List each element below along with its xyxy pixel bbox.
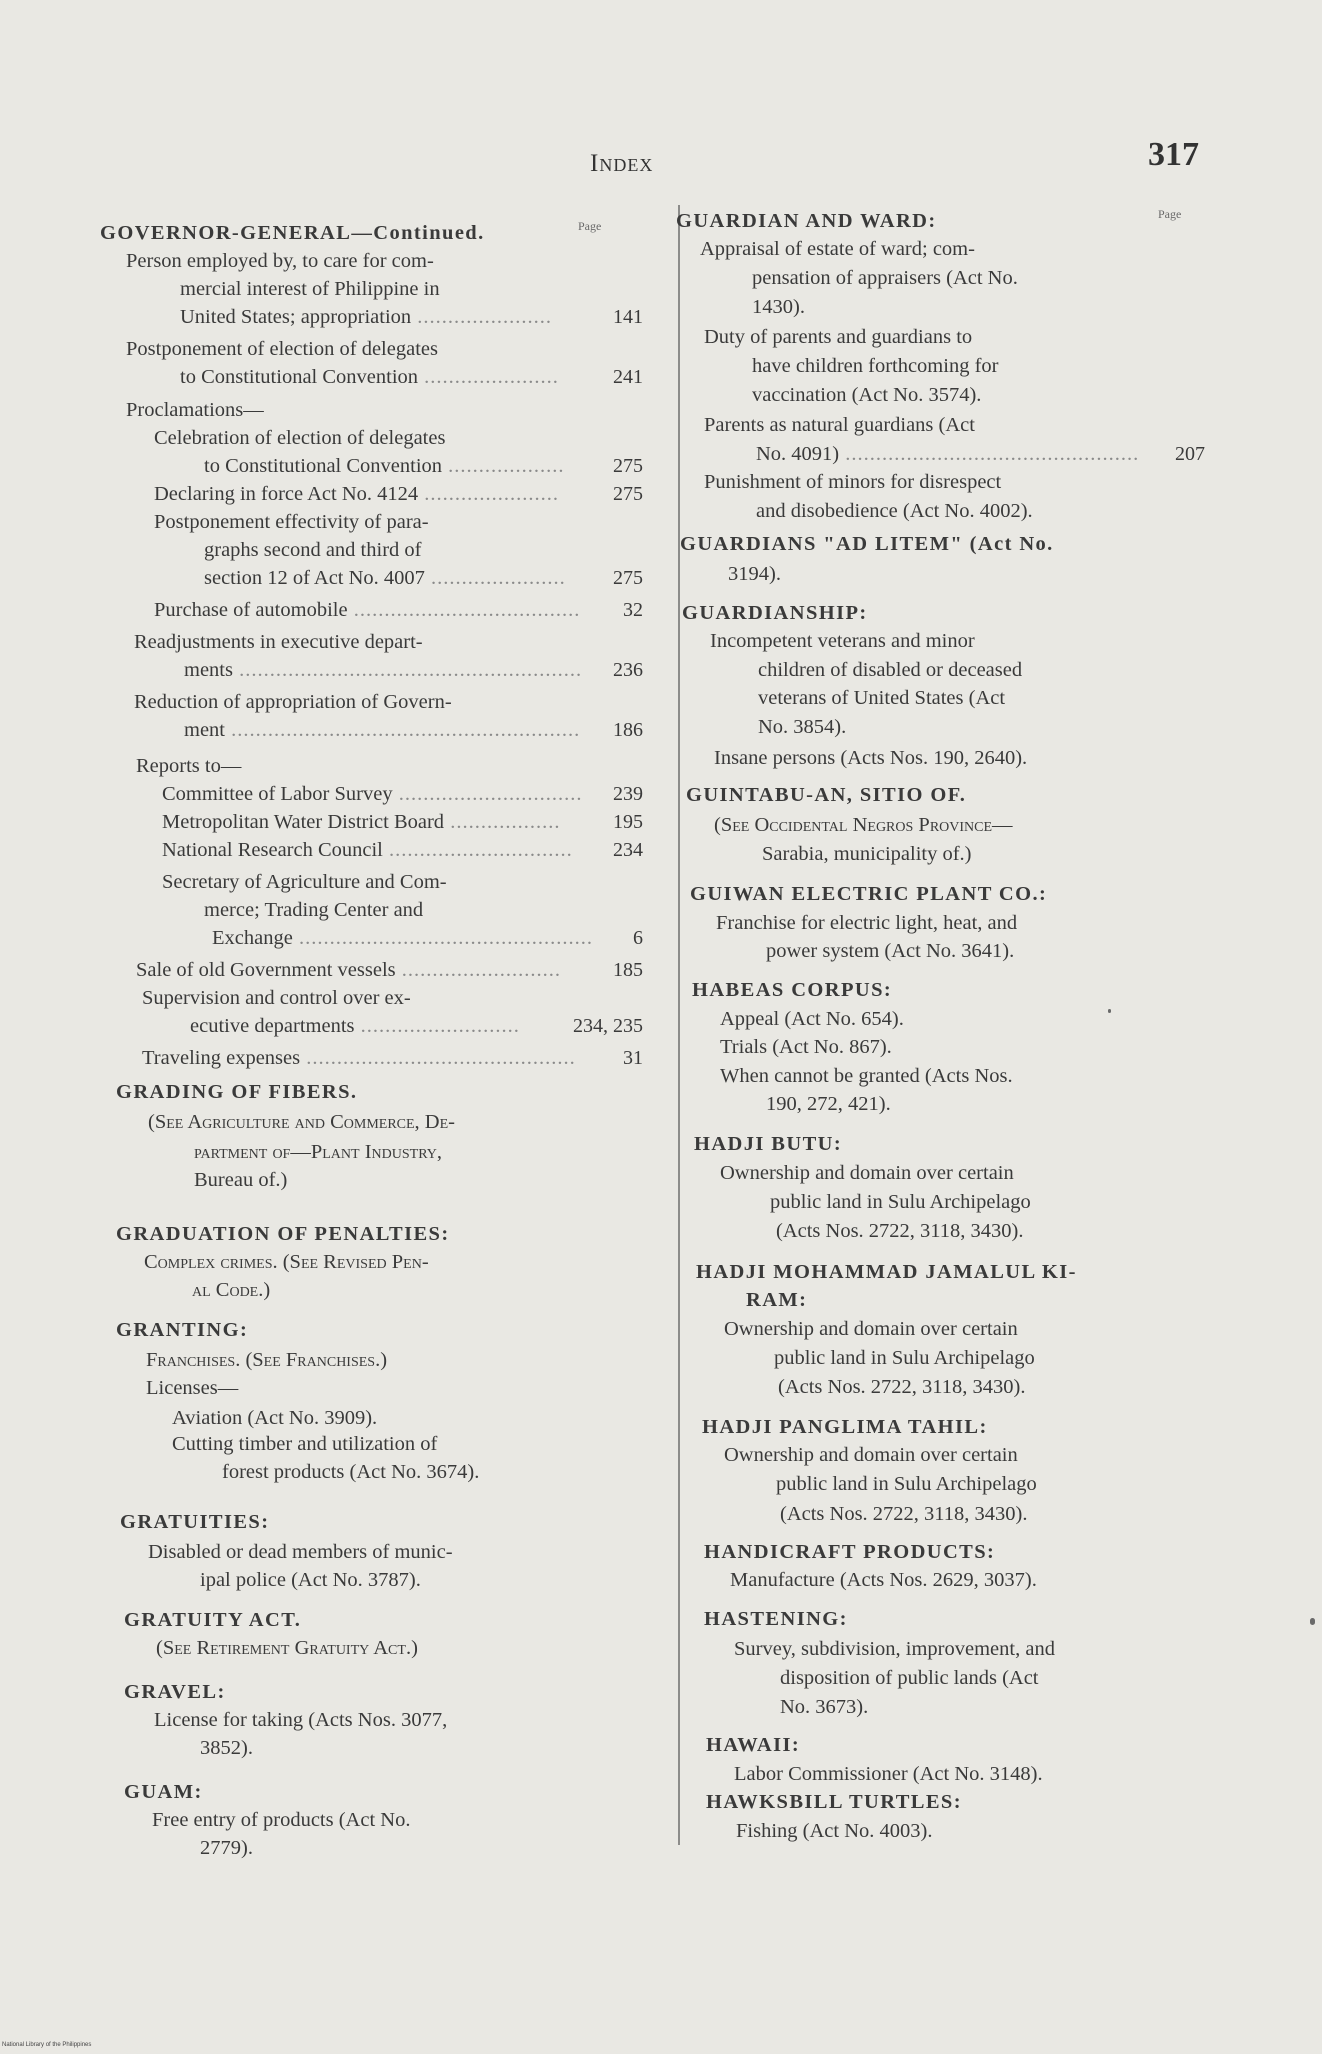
index-entry-text: merce; Trading Center and (204, 899, 424, 921)
index-entry (778, 1373, 1026, 1402)
index-entry-text: Punishment of minors for disrespect (704, 471, 1002, 493)
dot-leader: ................................................ (839, 443, 1140, 465)
index-entry (184, 716, 580, 745)
index-entry-text: pensation of appraisers (Act No. (752, 267, 1018, 289)
index-entry (172, 1430, 437, 1459)
index-heading (682, 599, 868, 628)
index-entry (724, 1315, 1018, 1344)
index-entry (758, 656, 1022, 685)
index-entry-text: partment of—Plant Industry, (194, 1141, 442, 1163)
index-entry (190, 1012, 520, 1041)
index-entry (752, 293, 805, 322)
index-entry-text: Aviation (Act No. 3909). (172, 1407, 378, 1429)
index-entry-text: 2779). (200, 1837, 253, 1859)
index-entry (162, 868, 447, 897)
index-entry (204, 564, 566, 593)
index-entry (734, 1760, 1043, 1789)
index-heading (680, 530, 1054, 559)
page-reference: 195 (613, 811, 643, 833)
index-entry (136, 956, 561, 985)
index-entry-text: to Constitutional Convention (180, 366, 419, 388)
index-entry (162, 808, 560, 837)
index-entry (126, 247, 434, 276)
dot-leader: ................................................ (292, 927, 593, 949)
index-entry (762, 840, 972, 869)
index-entry-text: (See Agriculture and Commerce, De- (148, 1111, 455, 1133)
index-entry (752, 381, 981, 410)
page-header-title: Index (590, 150, 654, 177)
dot-leader: .......................... (354, 1015, 520, 1037)
dot-leader: .............................. (382, 839, 573, 861)
index-heading (694, 1130, 842, 1159)
index-entry (780, 1500, 1028, 1529)
index-entry-text: No. 4091) (756, 443, 840, 465)
index-heading (704, 1538, 995, 1567)
index-entry (204, 536, 421, 565)
index-entry (704, 323, 972, 352)
index-entry-text: have children forthcoming for (752, 355, 999, 377)
index-entry (192, 1276, 270, 1305)
index-entry (136, 752, 241, 781)
index-entry-text: 3194). (728, 563, 781, 585)
index-entry (126, 396, 264, 425)
index-entry-text: Trials (Act No. 867). (720, 1036, 892, 1058)
index-entry (154, 1706, 447, 1735)
index-entry-text: disposition of public lands (Act (780, 1667, 1039, 1689)
index-entry (172, 1404, 377, 1433)
index-entry-text: Committee of Labor Survey (162, 783, 393, 805)
index-entry (780, 1664, 1039, 1693)
index-entry (720, 1159, 1014, 1188)
index-heading-text: GUAM: (124, 1781, 203, 1803)
index-entry-text: 190, 272, 421). (766, 1093, 891, 1115)
index-entry-text: Free entry of products (Act No. (152, 1809, 411, 1831)
index-entry-text: Survey, subdivision, improvement, and (734, 1638, 1055, 1660)
index-entry-text: Reduction of appropriation of Govern- (134, 691, 452, 713)
index-heading-text: HADJI MOHAMMAD JAMALUL KI- (696, 1261, 1077, 1283)
index-heading (100, 219, 485, 248)
index-heading (746, 1286, 807, 1315)
index-entry (758, 713, 846, 742)
index-entry (162, 780, 582, 809)
index-entry-text: (Acts Nos. 2722, 3118, 3430). (780, 1503, 1028, 1525)
page-reference: 241 (613, 366, 643, 388)
index-entry-text: (See Occidental Negros Province— (714, 814, 1013, 836)
index-entry (134, 688, 452, 717)
index-entry (144, 1248, 429, 1277)
index-heading (120, 1508, 269, 1537)
index-heading-text: GOVERNOR-GENERAL—Continued. (100, 222, 485, 244)
page-reference: 207 (1175, 443, 1205, 465)
index-entry-text: Parents as natural guardians (Act (704, 414, 975, 436)
page-reference: 236 (613, 659, 643, 681)
index-heading (124, 1778, 203, 1807)
index-entry-text: Cutting timber and utilization of (172, 1433, 438, 1455)
index-heading (116, 1220, 450, 1249)
index-entry (154, 508, 429, 537)
index-entry-text: Purchase of automobile (154, 599, 348, 621)
index-heading-text: HABEAS CORPUS: (692, 979, 893, 1001)
index-entry-text: Sale of old Government vessels (136, 959, 396, 981)
index-heading (690, 880, 1047, 909)
index-entry (200, 1734, 253, 1763)
index-entry-text: public land in Sulu Archipelago (776, 1473, 1037, 1495)
index-entry (720, 1033, 892, 1062)
index-entry (180, 303, 552, 332)
index-entry-text: power system (Act No. 3641). (766, 940, 1015, 962)
index-entry (148, 1538, 453, 1567)
dot-leader: ......................................................... (225, 719, 581, 741)
index-entry-text: section 12 of Act No. 4007 (204, 567, 425, 589)
index-entry-text: Person employed by, to care for com- (126, 250, 434, 272)
dot-leader: ........................................................ (232, 659, 583, 681)
index-heading-text: HADJI BUTU: (694, 1133, 843, 1155)
index-entry-text: ment (184, 719, 225, 741)
index-entry (126, 335, 438, 364)
index-entry (716, 909, 1017, 938)
index-entry (152, 1806, 410, 1835)
index-entry (134, 628, 423, 657)
left-page-column-label: Page (578, 219, 602, 233)
index-entry-text: (Acts Nos. 2722, 3118, 3430). (778, 1376, 1026, 1398)
index-entry-text: public land in Sulu Archipelago (770, 1191, 1031, 1213)
index-entry (710, 627, 975, 656)
index-entry-text: Franchises. (See Franchises.) (146, 1349, 388, 1371)
page-number: 317 (1148, 136, 1199, 173)
index-entry (752, 264, 1018, 293)
index-heading-text: HASTENING: (704, 1608, 848, 1630)
index-entry (204, 452, 565, 481)
index-entry-text: Bureau of.) (194, 1169, 288, 1191)
index-entry-text: United States; appropriation (180, 306, 412, 328)
index-entry (180, 275, 440, 304)
index-entry-text: Metropolitan Water District Board (162, 811, 445, 833)
index-heading-text: HAWKSBILL TURTLES: (706, 1791, 962, 1813)
index-entry-text: Traveling expenses (142, 1047, 301, 1069)
index-heading-text: HAWAII: (706, 1734, 801, 1756)
index-entry (180, 363, 559, 392)
index-entry (720, 1062, 1013, 1091)
index-heading (124, 1678, 226, 1707)
index-entry-text: Supervision and control over ex- (142, 987, 411, 1009)
index-entry-text: Disabled or dead members of munic- (148, 1541, 453, 1563)
index-entry-text: (Acts Nos. 2722, 3118, 3430). (776, 1220, 1024, 1242)
index-entry-text: Franchise for electric light, heat, and (716, 912, 1018, 934)
index-entry-text: Reports to— (136, 755, 242, 777)
index-entry (184, 656, 582, 685)
index-entry (766, 937, 1014, 966)
index-entry (204, 896, 423, 925)
index-entry-text: Secretary of Agriculture and Com- (162, 871, 447, 893)
index-heading-text: GRATUITY ACT. (124, 1609, 302, 1631)
index-heading (116, 1078, 357, 1107)
index-entry-text: children of disabled or deceased (758, 659, 1023, 681)
index-heading-text: GRADING OF FIBERS. (116, 1081, 358, 1103)
index-entry (774, 1344, 1035, 1373)
index-entry (222, 1458, 479, 1487)
index-entry-text: mercial interest of Philippine in (180, 278, 440, 300)
index-heading (124, 1606, 301, 1635)
dot-leader: ............................................ (300, 1047, 576, 1069)
dot-leader: ...................... (418, 366, 559, 388)
index-entry (142, 1044, 576, 1073)
index-heading (706, 1731, 800, 1760)
page-reference: 239 (613, 783, 643, 805)
index-entry (142, 984, 411, 1013)
index-entry (766, 1090, 891, 1119)
index-entry-text: License for taking (Acts Nos. 3077, (154, 1709, 448, 1731)
page-reference: 275 (613, 567, 643, 589)
index-entry (776, 1217, 1024, 1246)
paper-speck (1108, 1009, 1111, 1013)
index-entry (758, 684, 1005, 713)
index-entry-text: public land in Sulu Archipelago (774, 1347, 1035, 1369)
index-entry-text: Complex crimes. (See Revised Pen- (144, 1251, 429, 1273)
index-entry (200, 1566, 421, 1595)
index-heading-text: HANDICRAFT PRODUCTS: (704, 1541, 996, 1563)
index-heading-text: HADJI PANGLIMA TAHIL: (702, 1416, 988, 1438)
page-reference: 234, 235 (573, 1015, 643, 1037)
index-entry (704, 468, 1001, 497)
index-entry-text: Insane persons (Acts Nos. 190, 2640). (714, 747, 1028, 769)
index-entry-text: ecutive departments (190, 1015, 355, 1037)
index-entry-text: Labor Commissioner (Act No. 3148). (734, 1763, 1043, 1785)
index-heading-text: GRATUITIES: (120, 1511, 270, 1533)
index-entry (770, 1188, 1031, 1217)
index-entry (200, 1834, 253, 1863)
index-entry-text: Ownership and domain over certain (720, 1162, 1014, 1184)
index-entry-text: Postponement effectivity of para- (154, 511, 429, 533)
index-entry (756, 497, 1033, 526)
index-heading (116, 1316, 248, 1345)
index-entry (720, 1005, 904, 1034)
index-entry (700, 235, 975, 264)
index-entry-text: No. 3673). (780, 1696, 869, 1718)
dot-leader: ...................... (418, 483, 560, 505)
index-entry-text: 3852). (200, 1737, 253, 1759)
page-reference: 275 (613, 483, 643, 505)
index-entry (752, 352, 998, 381)
index-entry-text: Ownership and domain over certain (724, 1318, 1018, 1340)
index-entry (704, 411, 975, 440)
index-entry-text: veterans of United States (Act (758, 687, 1006, 709)
index-heading (692, 976, 892, 1005)
index-entry-text: and disobedience (Act No. 4002). (756, 500, 1033, 522)
index-entry (736, 1817, 932, 1846)
index-entry-text: Declaring in force Act No. 4124 (154, 483, 419, 505)
page-reference: 141 (613, 306, 643, 328)
index-entry-text: ments (184, 659, 233, 681)
index-entry (146, 1374, 238, 1403)
dot-leader: .......................... (395, 959, 561, 981)
index-entry-text: Ownership and domain over certain (724, 1444, 1018, 1466)
dot-leader: .................. (444, 811, 561, 833)
index-heading-text: RAM: (746, 1289, 808, 1311)
page-reference: 31 (623, 1047, 643, 1069)
index-entry-text: National Research Council (162, 839, 383, 861)
index-entry (734, 1635, 1055, 1664)
index-entry-text: graphs second and third of (204, 539, 422, 561)
index-entry-text: Postponement of election of delegates (126, 338, 438, 360)
index-heading-text: GUARDIAN AND WARD: (676, 210, 937, 232)
index-entry (148, 1108, 455, 1137)
index-entry-text: Incompetent veterans and minor (710, 630, 975, 652)
dot-leader: ...................... (411, 306, 553, 328)
page-reference: 6 (633, 927, 643, 949)
index-heading (686, 781, 966, 810)
index-heading-text: GUINTABU-AN, SITIO OF. (686, 784, 967, 806)
index-entry (728, 560, 781, 589)
dot-leader: ...................... (424, 567, 566, 589)
page-reference: 275 (613, 455, 643, 477)
index-heading (696, 1258, 1077, 1287)
index-entry-text: Celebration of election of delegates (154, 427, 446, 449)
dot-leader: ..................................... (347, 599, 581, 621)
index-entry (780, 1693, 868, 1722)
page-reference: 186 (613, 719, 643, 741)
index-entry-text: Readjustments in executive depart- (134, 631, 423, 653)
index-entry (154, 480, 559, 509)
index-entry-text: Licenses— (146, 1377, 239, 1399)
index-entry-text: Manufacture (Acts Nos. 2629, 3037). (730, 1569, 1037, 1591)
index-entry-text: to Constitutional Convention (204, 455, 443, 477)
page-reference: 32 (623, 599, 643, 621)
index-entry-text: Appraisal of estate of ward; com- (700, 238, 975, 260)
index-entry (756, 440, 1139, 469)
index-heading-text: GRADUATION OF PENALTIES: (116, 1223, 450, 1245)
index-entry-text: Fishing (Act No. 4003). (736, 1820, 933, 1842)
index-entry-text: Exchange (212, 927, 293, 949)
index-heading-text: GRANTING: (116, 1319, 249, 1341)
index-entry-text: No. 3854). (758, 716, 847, 738)
page-reference: 234 (613, 839, 643, 861)
index-entry (194, 1138, 442, 1167)
index-heading (676, 207, 937, 236)
dot-leader: ................... (442, 455, 565, 477)
index-heading-text: GUARDIANS "AD LITEM" (Act No. (680, 533, 1054, 555)
index-entry (730, 1566, 1037, 1595)
index-entry (714, 811, 1013, 840)
dot-leader: .............................. (392, 783, 583, 805)
index-entry-text: Duty of parents and guardians to (704, 326, 973, 348)
index-entry (194, 1166, 287, 1195)
index-heading-text: GUARDIANSHIP: (682, 602, 868, 624)
index-entry-text: 1430). (752, 296, 805, 318)
index-entry (154, 596, 580, 625)
index-heading (704, 1605, 848, 1634)
index-entry-text: ipal police (Act No. 3787). (200, 1569, 421, 1591)
index-entry (714, 744, 1027, 773)
index-entry (154, 424, 445, 453)
index-entry-text: Sarabia, municipality of.) (762, 843, 972, 865)
index-entry-text: When cannot be granted (Acts Nos. (720, 1065, 1013, 1087)
index-entry (724, 1441, 1018, 1470)
column-divider (678, 205, 680, 1845)
index-heading (702, 1413, 988, 1442)
right-page-column-label: Page (1158, 207, 1182, 221)
index-heading-text: GUIWAN ELECTRIC PLANT CO.: (690, 883, 1048, 905)
index-entry-text: vaccination (Act No. 3574). (752, 384, 982, 406)
index-entry-text: Proclamations— (126, 399, 264, 421)
paper-speck (1310, 1618, 1315, 1625)
index-entry-text: Appeal (Act No. 654). (720, 1008, 904, 1030)
index-entry (776, 1470, 1037, 1499)
index-entry (212, 924, 593, 953)
index-entry (162, 836, 573, 865)
index-entry-text: forest products (Act No. 3674). (222, 1461, 480, 1483)
index-entry-text: (See Retirement Gratuity Act.) (156, 1637, 418, 1659)
index-heading (706, 1788, 962, 1817)
index-entry (156, 1634, 418, 1663)
page-reference: 185 (613, 959, 643, 981)
index-entry (146, 1346, 387, 1375)
index-entry-text: al Code.) (192, 1279, 271, 1301)
index-heading-text: GRAVEL: (124, 1681, 226, 1703)
scan-credit: National Library of the Philippines (2, 2042, 92, 2048)
